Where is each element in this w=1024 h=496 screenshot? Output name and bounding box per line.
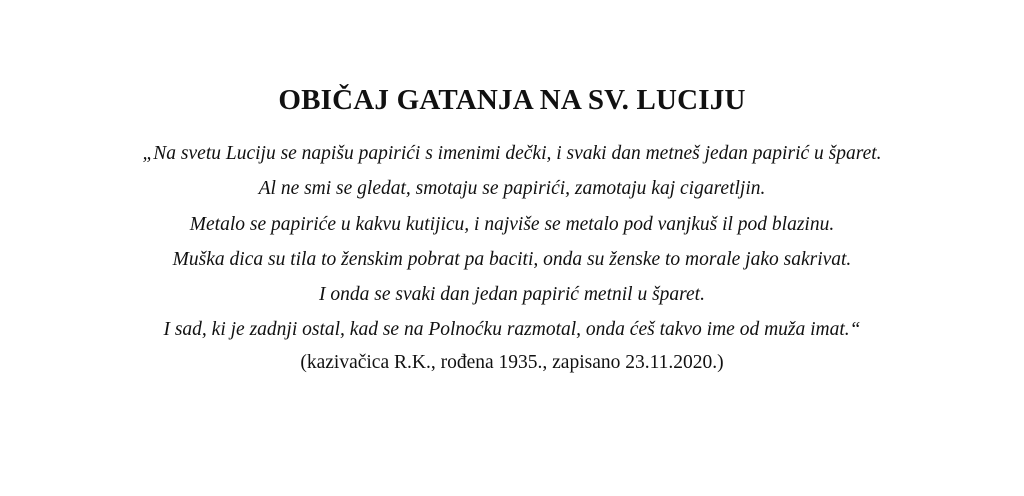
quote-line: I sad, ki je zadnji ostal, kad se na Polnoćku razmotal, onda ćeš takvo ime od muža imat.“ [163, 319, 861, 341]
quote-line: I onda se svaki dan jedan papirić metnil u šparet. [319, 284, 705, 306]
document-title: OBIČAJ GATANJA NA SV. LUCIJU [278, 84, 746, 116]
quote-line: „Na svetu Luciju se napišu papirići s imenimi dečki, i svaki dan metneš jedan papirić u šparet. [142, 143, 882, 164]
quote-line: Al ne smi se gledat, smotaju se papirići, zamotaju kaj cigaretljin. [258, 178, 766, 200]
source-citation: (kazivačica R.K., rođena 1935., zapisano 23.11.2020.) [300, 352, 724, 373]
quote-block [0, 136, 1024, 348]
quote-line: Muška dica su tila to ženskim pobrat pa baciti, onda su ženske to morale jako sakrivat. [172, 248, 852, 270]
quote-line: Metalo se papiriće u kakvu kutijicu, i najviše se metalo pod vanjkuš il pod blazinu. [189, 213, 835, 235]
